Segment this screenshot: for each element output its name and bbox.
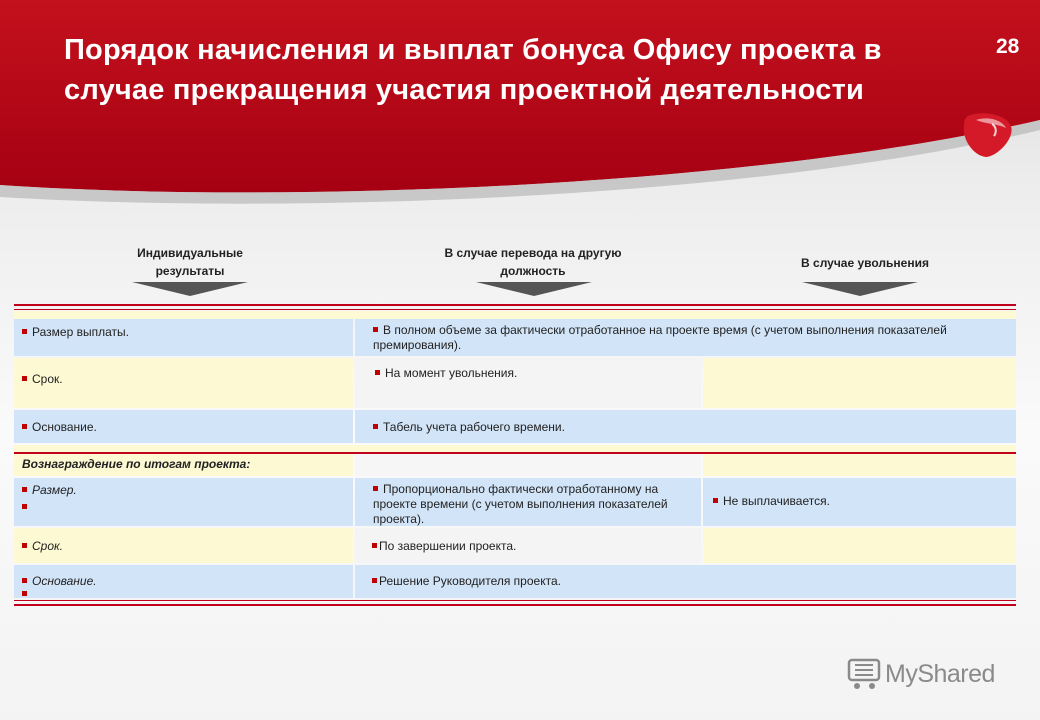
table-cell — [355, 478, 701, 526]
table-row — [14, 319, 1016, 356]
column-header-dismissal: В случае увольнения — [801, 256, 929, 270]
row-value: Табель учета рабочего времени. — [383, 420, 565, 434]
row-value: Пропорционально фактически отработанному на проекте времени (с учетом выполнения показателей проекта). — [373, 482, 668, 526]
table-row — [14, 565, 1016, 598]
gem-logo-icon — [962, 112, 1014, 158]
table-row — [14, 528, 1016, 563]
table-cell — [703, 478, 1016, 526]
down-arrow-icon — [802, 282, 918, 296]
table-cell — [14, 565, 353, 598]
column-header-individual: Индивидуальные результаты — [137, 246, 243, 278]
table-cell — [355, 319, 1016, 356]
table-row — [14, 410, 1016, 443]
table-cell — [355, 358, 701, 408]
table-cell — [14, 528, 353, 563]
table-cell — [703, 454, 1016, 476]
row-label: Срок. — [32, 372, 63, 386]
row-value: На момент увольнения. — [385, 366, 518, 380]
down-arrow-icon — [476, 282, 592, 296]
row-label: Размер выплаты. — [32, 325, 129, 339]
table-bottom-rule — [14, 600, 1016, 601]
table-spacer — [14, 445, 1016, 452]
table-row — [14, 478, 1016, 526]
table-row — [14, 358, 1016, 408]
table-spacer — [14, 311, 1016, 319]
table-cell — [14, 454, 353, 476]
column-header-transfer: В случае перевода на другую должность — [444, 246, 622, 278]
row-value: Решение Руководителя проекта. — [379, 574, 561, 588]
row-label: Основание. — [32, 574, 97, 588]
table-bottom-rule — [14, 604, 1016, 606]
table-top-rule — [14, 309, 1016, 310]
table-cell — [14, 478, 353, 526]
table-cell — [355, 454, 701, 476]
page-number: 28 — [996, 35, 1020, 58]
row-value-dismissal: Не выплачивается. — [723, 494, 830, 508]
table-cell — [14, 319, 353, 356]
watermark-text: MyShared — [885, 660, 995, 688]
table-cell — [14, 410, 353, 443]
table-cell — [703, 358, 1016, 408]
cart-logo-icon — [847, 657, 883, 691]
down-arrow-icon — [132, 282, 248, 296]
table-cell — [355, 410, 1016, 443]
table-cell — [355, 528, 701, 563]
section-heading: Вознаграждение по итогам проекта: — [22, 457, 251, 471]
row-label: Срок. — [32, 539, 64, 553]
row-value: По завершении проекта. — [379, 539, 517, 553]
table-cell — [703, 528, 1016, 563]
row-label: Основание. — [32, 420, 97, 434]
section-heading-row — [14, 454, 1016, 476]
row-label: Размер. — [32, 483, 77, 497]
page-title: Порядок начисления и выплат бонуса Офису проекта в случае прекращения участия проектной деятельности — [64, 34, 882, 106]
table-top-rule — [14, 304, 1016, 306]
row-value: В полном объеме за фактически отработанное на проекте время (с учетом выполнения показателей премирования). — [373, 323, 947, 352]
table-cell — [14, 358, 353, 408]
table-cell — [355, 565, 1016, 598]
